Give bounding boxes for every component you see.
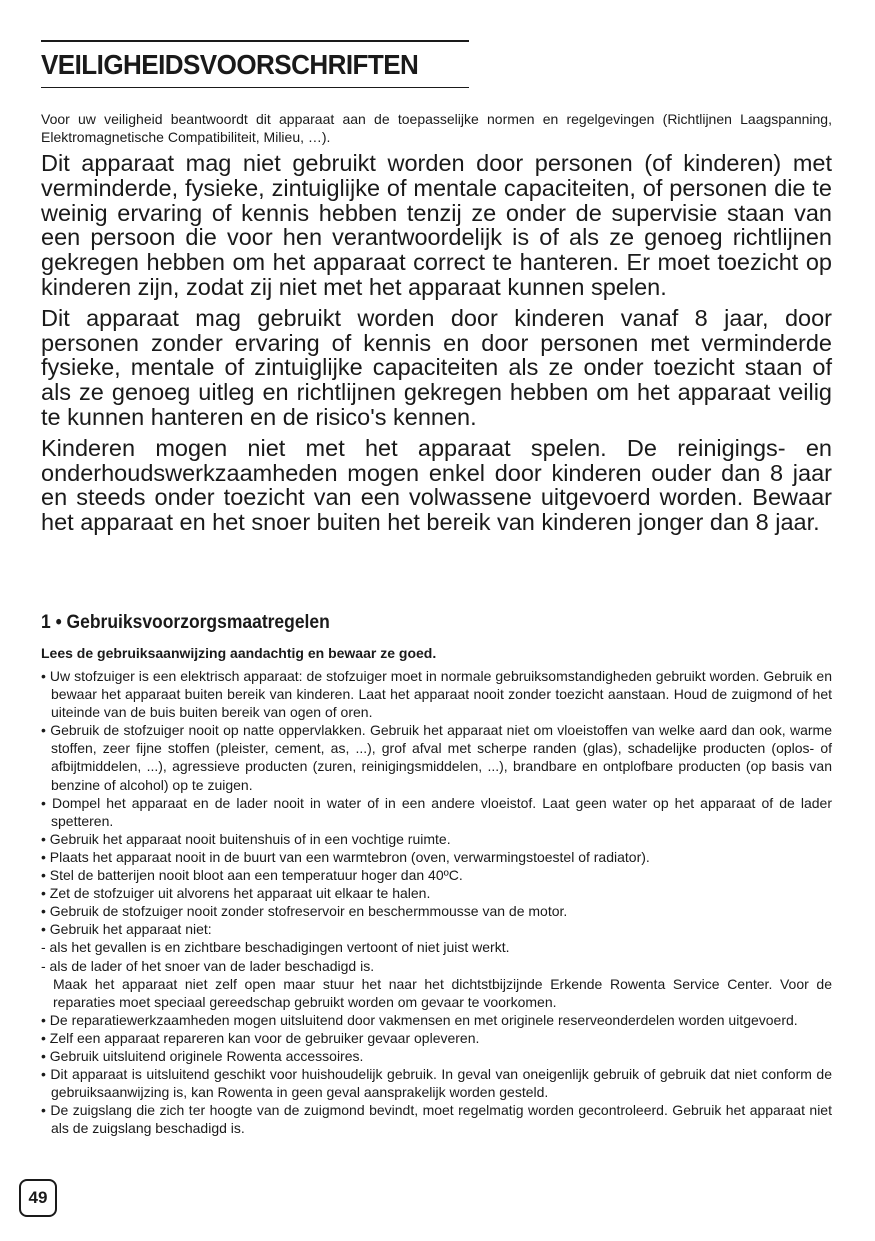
list-item: Maak het apparaat niet zelf open maar stuur het naar het dichtstbijzijnde Erkende Rowenta Service Center. Voor de reparaties moet speciaal gereedschap gebruikt worden om gevaar te voorkomen. [53, 975, 832, 1010]
list-item: • Plaats het apparaat nooit in de buurt van een warmtebron (oven, verwarmingstoestel of radiator). [41, 848, 650, 865]
page-number: 49 [19, 1179, 57, 1217]
list-item: • Dit apparaat is uitsluitend geschikt voor huishoudelijk gebruik. In geval van oneigenlijk gebruik of gebruik dat niet conform de gebruiksaanwijzing is, kan Rowenta in geen geval aansprakelijk worden gesteld. [41, 1066, 832, 1101]
section-title: 1 • Gebruiksvoorzorgsmaatregelen [41, 612, 330, 633]
warnings-block [41, 151, 832, 541]
section-subheading: Lees de gebruiksaanwijzing aandachtig en bewaar ze goed. [41, 645, 437, 661]
list-item: • Uw stofzuiger is een elektrisch apparaat: de stofzuiger moet in normale gebruiksomstandigheden gebruikt worden. Gebruik en bewaar het apparaat buiten bereik van kinderen. Laat het apparaat nooit zonder toezicht aanstaan. Houd de zuigmond of het uiteinde van de buis buiten bereik van ogen of oren. [41, 668, 832, 721]
warning-paragraph: Kinderen mogen niet met het apparaat spelen. De reinigings- en onderhoudswerkzaamheden mogen enkel door kinderen ouder dan 8 jaar en steeds onder toezicht van een volwassene uitgevoerd worden. Bewaar het apparaat en het snoer buiten het bereik van kinderen jonger dan 8 jaar. [41, 434, 832, 536]
intro-text: Voor uw veiligheid beantwoordt dit apparaat aan de toepasselijke normen en regelgevingen (Richtlijnen Laagspanning, Elektromagnetische Compatibiliteit, Milieu, …). [41, 111, 832, 145]
list-item: • Gebruik uitsluitend originele Rowenta accessoires. [41, 1047, 364, 1064]
list-item: • De reparatiewerkzaamheden mogen uitsluitend door vakmensen en met originele reserveonderdelen worden uitgevoerd. [41, 1011, 798, 1028]
list-item: • Zet de stofzuiger uit alvorens het apparaat uit elkaar te halen. [41, 885, 431, 902]
list-item: • De zuigslang die zich ter hoogte van de zuigmond bevindt, moet regelmatig worden gecontroleerd. Gebruik het apparaat niet als de zuigslang beschadigd is. [41, 1102, 832, 1137]
warning-paragraph: Dit apparaat mag niet gebruikt worden door personen (of kinderen) met verminderde, fysieke, zintuiglijke of mentale capaciteiten, of personen die te weinig ervaring of kennis hebben tenzij ze onder de supervisie staan van een persoon die voor hen verantwoordelijk is of als ze genoeg richtlijnen gekregen hebben om het apparaat correct te hanteren. Er moet toezicht op kinderen zijn, zodat zij niet met het apparaat kunnen spelen. [41, 150, 832, 300]
list-item: • Zelf een apparaat repareren kan voor de gebruiker gevaar opleveren. [41, 1029, 480, 1046]
intro-paragraph [41, 110, 832, 146]
title-block [41, 40, 469, 88]
list-item: • Stel de batterijen nooit bloot aan een temperatuur hoger dan 40ºC. [41, 867, 463, 884]
precautions-list [41, 667, 832, 1137]
list-item: • Gebruik de stofzuiger nooit op natte oppervlakken. Gebruik het apparaat niet om vloeistoffen van welke aard dan ook, warme stoffen, zeer fijne stoffen (pleister, cement, as, ...), grof afval met scherpe randen (glas), schadelijke producten (oplos- of afbijtmiddelen, ...), agressieve producten (zuren, reinigingsmiddelen, ...), brandbare en ontplofbare producten (op basis van benzine of alcohol) op te zuigen. [41, 722, 832, 793]
list-item: • Dompel het apparaat en de lader nooit in water of in een andere vloeistof. Laat geen water op het apparaat of de lader spetteren. [41, 794, 832, 829]
warning-paragraph: Dit apparaat mag gebruikt worden door kinderen vanaf 8 jaar, door personen zonder ervaring of kennis en door personen met verminderde fysieke, mentale of zintuiglijke capaciteiten als ze onder toezicht staan of als ze genoeg uitleg en richtlijnen gekregen hebben om het apparaat veilig te kunnen hanteren en de risico's kennen. [41, 304, 832, 430]
page-title: VEILIGHEIDSVOORSCHRIFTEN [41, 49, 419, 80]
list-item: • Gebruik de stofzuiger nooit zonder stofreservoir en beschermmousse van de motor. [41, 903, 568, 920]
list-item: • Gebruik het apparaat niet: [41, 921, 212, 938]
list-item: - als de lader of het snoer van de lader beschadigd is. [41, 957, 375, 974]
list-item: - als het gevallen is en zichtbare beschadigingen vertoont of niet juist werkt. [41, 939, 510, 956]
list-item: • Gebruik het apparaat nooit buitenshuis of in een vochtige ruimte. [41, 830, 451, 847]
